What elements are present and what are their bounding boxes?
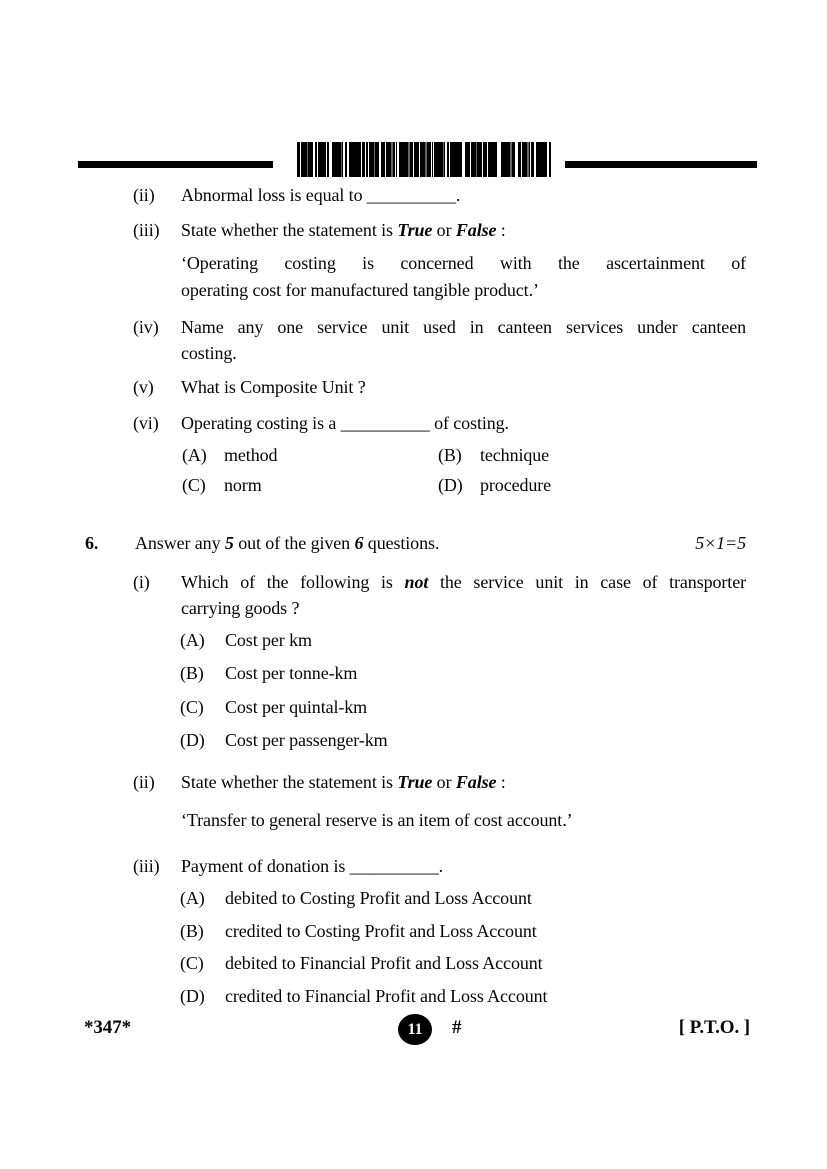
option-b: [438, 442, 746, 468]
option-row: [180, 727, 746, 753]
option-row: [180, 885, 746, 911]
subquestion-text: costing.: [181, 343, 237, 363]
subquestion-text: Operating costing is a __________ of costing.: [181, 413, 509, 433]
option-row: [180, 983, 746, 1009]
option-label: (D): [180, 730, 205, 750]
option-label: (A): [182, 445, 207, 465]
option-c: [182, 472, 438, 498]
subquestion-label: (vi): [133, 413, 159, 433]
subquestion-label: (iii): [133, 220, 160, 240]
option-label: (C): [182, 475, 206, 495]
subquestion-q6-ii: [133, 769, 746, 795]
paper-code: *347*: [84, 1017, 132, 1038]
subquestion-q5-vi: [133, 410, 746, 436]
subquestion-q5-v: [133, 374, 746, 400]
option-row: [180, 627, 746, 653]
statement-quote-line: ‘Operating costing is concerned with the ascertainment of: [181, 253, 746, 273]
option-label: (B): [180, 663, 204, 683]
option-text: method: [224, 445, 278, 465]
option-a: [182, 442, 438, 468]
option-row: [180, 918, 746, 944]
subquestion-label: (iii): [133, 856, 160, 876]
option-row: [182, 442, 746, 468]
option-text: credited to Financial Profit and Loss Account: [225, 986, 548, 1006]
option-label: (A): [180, 630, 205, 650]
subquestion-text: What is Composite Unit ?: [181, 377, 366, 397]
subquestion-text: State whether the statement is True or False :: [181, 220, 506, 240]
option-text: debited to Costing Profit and Loss Account: [225, 888, 532, 908]
statement-quote-q6-ii: [181, 807, 746, 834]
option-text: credited to Costing Profit and Loss Account: [225, 921, 537, 941]
subquestion-text: State whether the statement is True or False :: [181, 772, 506, 792]
subquestion-text: Abnormal loss is equal to __________.: [181, 185, 461, 205]
question-number: 6.: [85, 533, 99, 553]
subquestion-text: Payment of donation is __________.: [181, 856, 444, 876]
subquestion-q6-i: [133, 569, 746, 621]
option-d: [438, 472, 746, 498]
subquestion-text: Name any one service unit used in canteen services under canteen: [181, 317, 746, 337]
option-row: [182, 472, 746, 498]
option-text: debited to Financial Profit and Loss Account: [225, 953, 543, 973]
option-text: technique: [480, 445, 550, 465]
page-footer: [0, 1014, 827, 1050]
option-label: (A): [180, 888, 205, 908]
page-number: 11: [407, 1020, 423, 1038]
statement-quote-line: operating cost for manufactured tangible product.’: [181, 280, 539, 300]
option-label: (D): [438, 475, 463, 495]
marks-label: 5×1=5: [695, 533, 746, 553]
subquestion-text: Which of the following is not the service unit in case of transporter: [181, 572, 746, 592]
subquestion-q5-iv: [133, 314, 746, 366]
pto-label: [ P.T.O. ]: [678, 1017, 750, 1038]
subquestion-label: (ii): [133, 185, 155, 205]
page-number-badge: [398, 1014, 432, 1045]
option-row: [180, 694, 746, 720]
option-label: (D): [180, 986, 205, 1006]
option-label: (B): [438, 445, 462, 465]
subquestion-label: (i): [133, 572, 150, 592]
option-label: (B): [180, 921, 204, 941]
option-label: (C): [180, 953, 204, 973]
subquestion-label: (v): [133, 377, 154, 397]
option-row: [180, 950, 746, 976]
subquestion-q5-iii: [133, 217, 746, 243]
subquestion-label: (iv): [133, 317, 159, 337]
option-row: [180, 660, 746, 686]
subquestion-q5-ii: [133, 182, 746, 208]
question-6-heading: [85, 530, 746, 556]
option-text: Cost per quintal-km: [225, 697, 368, 717]
option-text: Cost per km: [225, 630, 312, 650]
subquestion-q6-iii: [133, 853, 746, 879]
subquestion-label: (ii): [133, 772, 155, 792]
hash-symbol: #: [452, 1017, 462, 1038]
option-text: Cost per passenger-km: [225, 730, 388, 750]
subquestion-text: carrying goods ?: [181, 598, 300, 618]
option-text: procedure: [480, 475, 552, 495]
question-text: Answer any 5 out of the given 6 questions.: [135, 533, 440, 553]
option-text: norm: [224, 475, 262, 495]
statement-quote-line: ‘Transfer to general reserve is an item of cost account.’: [181, 810, 573, 830]
statement-quote-q5-iii: [181, 250, 746, 304]
option-text: Cost per tonne-km: [225, 663, 358, 683]
option-label: (C): [180, 697, 204, 717]
